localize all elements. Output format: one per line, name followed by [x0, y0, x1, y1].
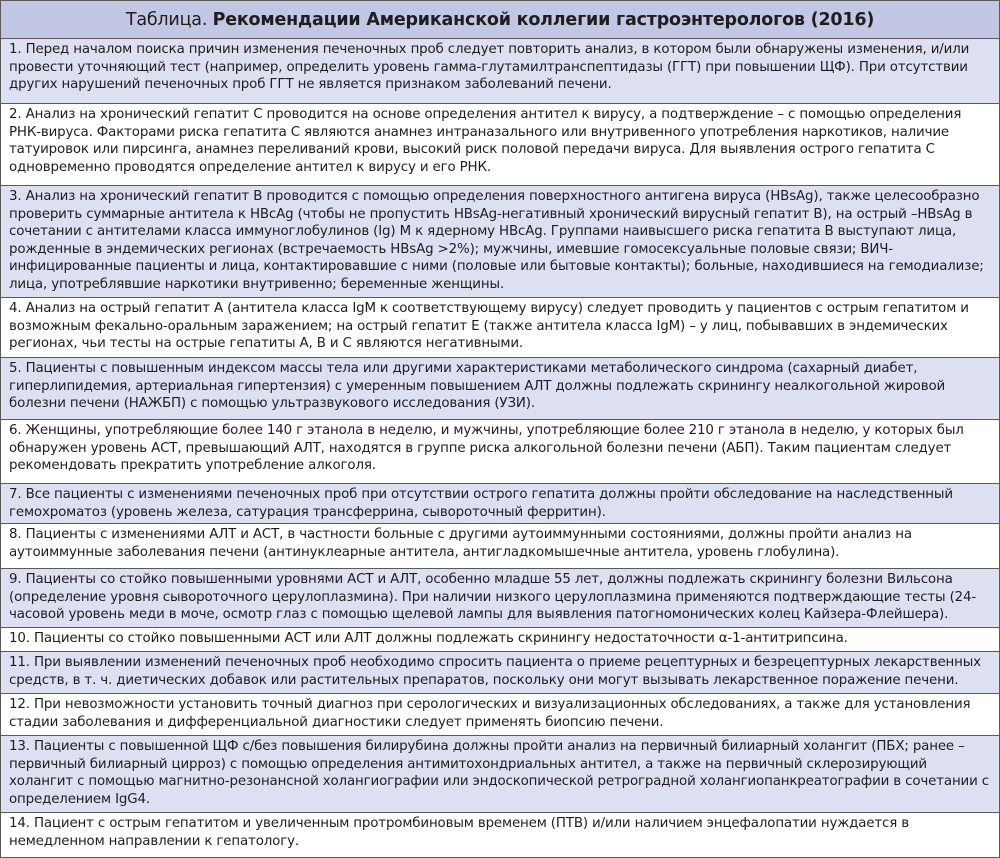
- recommendation-row-2: 2. Анализ на хронический гепатит С проводится на основе определения антител к вирусу, а подтверждение – с помощью определения РНК-вируса. Факторами риска гепатита С являются анамнез интраназального или внутривенного употребления наркотиков, наличие татуировок или пирсинга, анамнез переливаний крови, высокий риск половой передачи вируса. Для выявления острого гепатита С одновременно проводятся определение антител к вирусу и его РНК.: [1, 104, 999, 186]
- recommendation-row-12: 12. При невозможности установить точный диагноз при серологических и визуализационных обследованиях, а также для установления стадии заболевания и дифференциальной диагностики следует применять биопсию печени.: [1, 694, 999, 736]
- recommendation-row-14: 14. Пациент с острым гепатитом и увеличенным протромбиновым временем (ПТВ) и/или наличием энцефалопатии нуждается в немедленном направлении к гепатологу.: [1, 813, 999, 857]
- table-title-main: Рекомендации Американской коллегии гастроэнтерологов (2016): [212, 9, 875, 30]
- recommendation-row-3: 3. Анализ на хронический гепатит В проводится с помощью определения поверхностного антигена вируса (HBsAg), также целесообразно проверить суммарные антитела к HBcAg (чтобы не пропустить HBsAg-негативный хронический вирусный гепатит В), на острый –HBsAg в сочетании с антителами класса иммуноглобулинов (Ig) М к ядерному HBcAg. Группами наивысшего риска гепатита В выступают лица, рожденные в эндемических регионах (встречаемость HBsAg >2%); мужчины, имевшие гомосексуальные половые связи; ВИЧ-инфицированные пациенты и лица, контактировавшие с ними (половые или бытовые контакты); больные, находившиеся на гемодиализе; лица, употреблявшие наркотики внутривенно; беременные женщины.: [1, 186, 999, 298]
- recommendation-row-9: 9. Пациенты со стойко повышенными уровнями АСТ и АЛТ, особенно младше 55 лет, должны подлежать скринингу болезни Вильсона (определение уровня сывороточного церулоплазмина). При наличии низкого церулоплазмина применяются подтверждающие тесты (24-часовой уровень меди в моче, осмотр глаз с помощью щелевой лампы для выявления патогномонических колец Кайзера-Флейшера).: [1, 569, 999, 628]
- table-title: [1, 1, 999, 39]
- recommendation-row-8: 8. Пациенты с изменениями АЛТ и АСТ, в частности больные с другими аутоиммунными состояниями, должны пройти анализ на аутоиммунные заболевания печени (антинуклеарные антитела, антигладкомышечные антитела, уровень глобулина).: [1, 524, 999, 569]
- recommendation-row-6: 6. Женщины, употребляющие более 140 г этанола в неделю, и мужчины, употребляющие более 210 г этанола в неделю, у которых был обнаружен уровень АСТ, превышающий АЛТ, находятся в группе риска алкогольной болезни печени (АБП). Таким пациентам следует рекомендовать прекратить употребление алкоголя.: [1, 420, 999, 484]
- recommendation-row-1: 1. Перед началом поиска причин изменения печеночных проб следует повторить анализ, в котором были обнаружены изменения, и/или провести уточняющий тест (например, определить уровень гамма-глутамилтранспептидазы (ГГТ) при повышении ЩФ). При отсутствии других нарушений печеночных проб ГГТ не является признаком заболеваний печени.: [1, 39, 999, 104]
- table-title-prefix: Таблица.: [125, 9, 208, 30]
- recommendation-row-5: 5. Пациенты с повышенным индексом массы тела или другими характеристиками метаболического синдрома (сахарный диабет, гиперлипидемия, артериальная гипертензия) с умеренным повышением АЛТ должны подлежать скринингу неалкогольной жировой болезни печени (НАЖБП) с помощью ультразвукового исследования (УЗИ).: [1, 358, 999, 420]
- recommendation-row-4: 4. Анализ на острый гепатит А (антитела класса IgM к соответствующему вирусу) следует проводить у пациентов с острым гепатитом и возможным фекально-оральным заражением; на острый гепатит Е (также антитела класса IgM) – у лиц, побывавших в эндемических регионах, чьи тесты на острые гепатиты А, В и С являются негативными.: [1, 298, 999, 358]
- recommendation-row-7: 7. Все пациенты с изменениями печеночных проб при отсутствии острого гепатита должны пройти обследование на наследственный гемохроматоз (уровень железа, сатурация трансферрина, сывороточный ферритин).: [1, 484, 999, 524]
- recommendation-row-11: 11. При выявлении изменений печеночных проб необходимо спросить пациента о приеме рецептурных и безрецептурных лекарственных средств, в т. ч. диетических добавок или растительных препаратов, поскольку они могут вызывать лекарственное поражение печени.: [1, 652, 999, 694]
- recommendation-row-13: 13. Пациенты с повышенной ЩФ с/без повышения билирубина должны пройти анализ на первичный билиарный холангит (ПБХ; ранее – первичный билиарный цирроз) с помощью определения антимитохондриальных антител, а также на первичный склерозирующий холангит с помощью магнитно-резонансной холангиографии или эндоскопической ретроградной холангиопанкреатографии в сочетании с определением IgG4.: [1, 736, 999, 813]
- recommendation-row-10: 10. Пациенты со стойко повышенными АСТ или АЛТ должны подлежать скринингу недостаточности α-1-антитрипсина.: [1, 628, 999, 652]
